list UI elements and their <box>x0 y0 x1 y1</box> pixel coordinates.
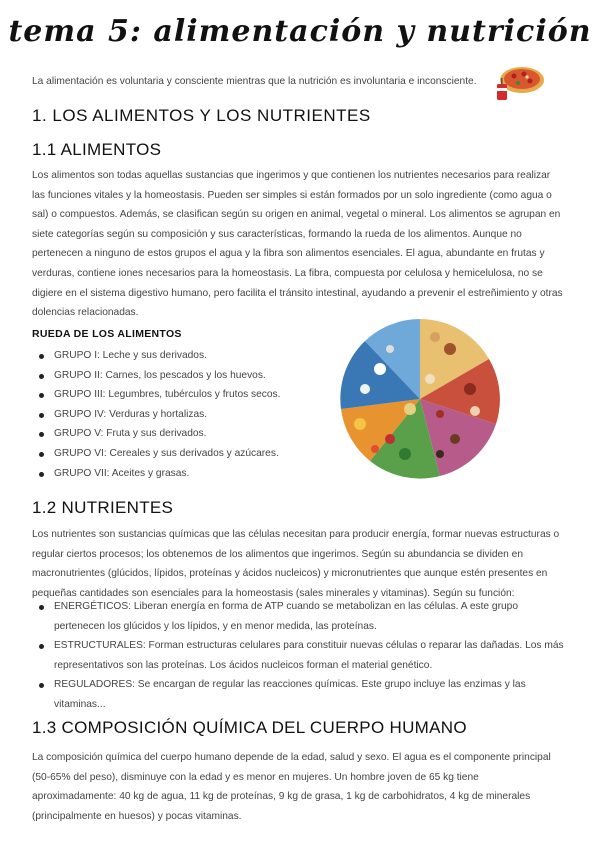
pizza-icon <box>494 60 546 104</box>
list-item: GRUPO IV: Verduras y hortalizas. <box>34 405 280 425</box>
list-item: ESTRUCTURALES: Forman estructuras celulares para constituir nuevas células o reparar las dañadas. Los más representativos son las proteínas. Los ácidos nucleicos forman el material genético. <box>34 636 570 675</box>
section-heading-1-3: 1.3 COMPOSICIÓN QUÍMICA DEL CUERPO HUMANO <box>32 718 467 737</box>
section-heading-1-2: 1.2 NUTRIENTES <box>32 498 174 517</box>
food-groups-list <box>34 346 280 483</box>
list-item: GRUPO III: Legumbres, tubérculos y frutos secos. <box>34 385 280 405</box>
list-item: GRUPO II: Carnes, los pescados y los huevos. <box>34 366 280 386</box>
rueda-title: RUEDA DE LOS ALIMENTOS <box>32 328 182 340</box>
alimentos-paragraph: Los alimentos son todas aquellas sustancias que ingerimos y que contienen los nutrientes necesarios para realizar las funciones vitales y la homeostasis. Pueden ser simples si están formados por un solo ingrediente (como agua o sal) o compuestos. Además, se clasifican según su origen en animal, vegetal o mineral. Los alimentos se agrupan en siete categorías según su composición y sus características, formando la rueda de los alimentos. Aunque no pertenecen a ninguno de estos grupos el agua y la fibra son alimentos esenciales. El agua, abundante en frutas y verduras, contiene iones necesarios para la homeostasis. La fibra, compuesta por celulosa y hemicelulosa, no se digiere en el sistema digestivo humano, pero facilita el tránsito intestinal, ayudando a prevenir el estreñimiento y otras dolencias relacionadas. <box>32 170 563 319</box>
list-item: GRUPO I: Leche y sus derivados. <box>34 346 280 366</box>
list-item: GRUPO VI: Cereales y sus derivados y azúcares. <box>34 444 280 464</box>
list-item: GRUPO VII: Aceites y grasas. <box>34 464 280 484</box>
page-title: tema 5: alimentación y nutrición <box>8 14 592 49</box>
intro-text: La alimentación es voluntaria y consciente mientras que la nutrición es involuntaria e inconsciente. <box>32 76 477 87</box>
list-item: REGULADORES: Se encargan de regular las reacciones químicas. Este grupo incluye las enzimas y las vitaminas... <box>34 675 570 714</box>
composicion-paragraph: La composición química del cuerpo humano depende de la edad, salud y sexo. El agua es el componente principal (50-65% del peso), disminuye con la edad y es menor en mujeres. Un hombre joven de 65 kg tiene aproximadamente: 40 kg de agua, 11 kg de proteínas, 9 kg de grasa, 1 kg de carbohidratos, 4 kg de minerales (principalmente en huesos) y pocas vitaminas. <box>32 752 551 822</box>
section-heading-1-1: 1.1 ALIMENTOS <box>32 140 162 159</box>
nutrient-functions-list <box>34 597 570 715</box>
nutrientes-paragraph: Los nutrientes son sustancias químicas que las células necesitan para producir energía, formar nuevas estructuras o regular ciertos procesos; los obtenemos de los alimentos que ingerimos. Según su abundancia se dividen en macronutrientes (glúcidos, lípidos, proteínas y ácidos nucleicos) y micronutrientes que aunque estén presentes en pequeñas cantidades son esenciales para la homeostasis (sales minerales y vitaminas). Según su función: <box>32 529 560 599</box>
list-item: ENERGÉTICOS: Liberan energía en forma de ATP cuando se metabolizan en las células. A este grupo pertenecen los glúcidos y los lípidos, y en menor medida, las proteínas. <box>34 597 570 636</box>
food-wheel-image <box>338 313 503 483</box>
section-heading-1: 1. LOS ALIMENTOS Y LOS NUTRIENTES <box>32 106 371 125</box>
list-item: GRUPO V: Fruta y sus derivados. <box>34 424 280 444</box>
